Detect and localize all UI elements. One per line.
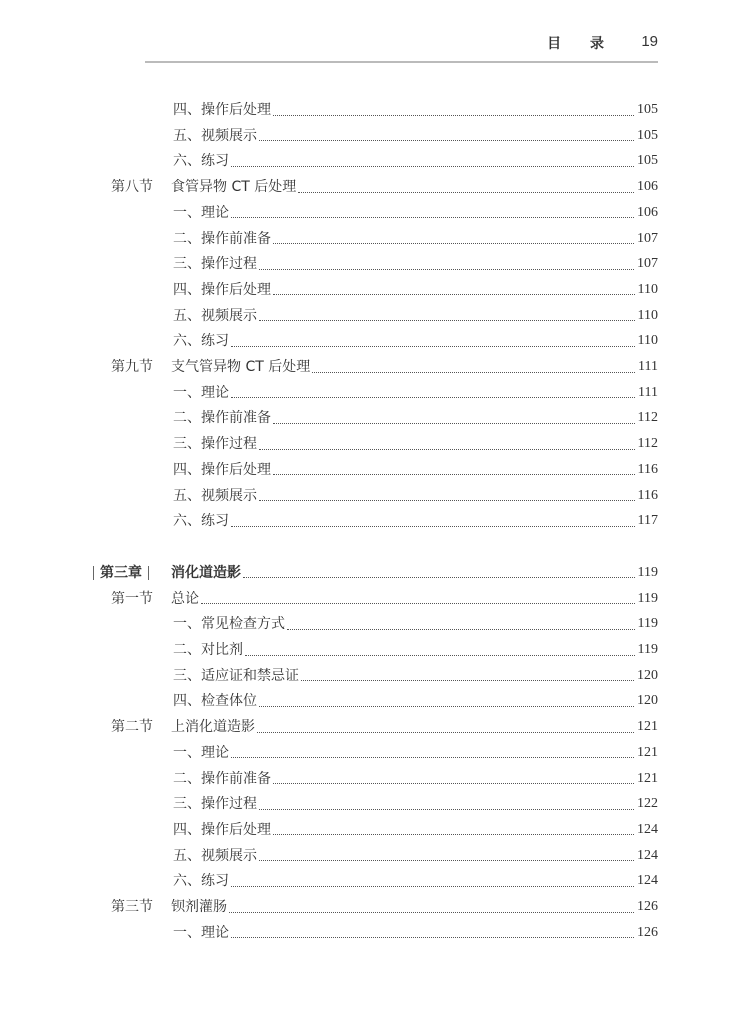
dot-leader <box>231 757 634 758</box>
dot-leader <box>231 166 634 167</box>
toc-item <box>173 203 658 223</box>
dot-leader <box>243 577 635 578</box>
toc-entry-title: 一、理论 <box>173 744 229 761</box>
toc-entry-title: 四、操作后处理 <box>173 461 271 478</box>
section-number: 第二节 <box>111 719 153 736</box>
toc-entry-title: 五、视频展示 <box>173 307 257 324</box>
toc-entry-title: 四、操作后处理 <box>173 821 271 838</box>
toc-item <box>173 434 658 454</box>
header-page-number: 19 <box>641 33 658 50</box>
toc-section <box>111 589 658 609</box>
toc-page-number: 121 <box>637 770 658 786</box>
toc-item <box>173 254 658 274</box>
toc-item <box>173 743 658 763</box>
toc-page-number: 120 <box>637 693 658 709</box>
dot-leader <box>231 526 635 527</box>
toc-item <box>173 846 658 866</box>
toc-page-number: 112 <box>637 436 658 452</box>
toc-item <box>173 769 658 789</box>
dot-leader <box>257 732 634 733</box>
toc-page-number: 120 <box>637 667 658 683</box>
toc-page-number: 119 <box>637 564 658 580</box>
toc-entry-title: 二、对比剂 <box>173 642 243 658</box>
toc-entry-title: 二、操作前准备 <box>173 230 271 247</box>
toc-page-number: 119 <box>637 642 658 657</box>
toc-entry-title: 四、操作后处理 <box>173 281 271 298</box>
dot-leader <box>231 346 635 347</box>
toc-page-number: 126 <box>637 924 658 940</box>
toc-entry-title: 食管异物 CT 后处理 <box>171 179 297 196</box>
toc-entry-title: 上消化道造影 <box>171 719 255 736</box>
toc-item <box>173 923 658 943</box>
toc-page-number: 111 <box>638 384 658 400</box>
toc-entry-title: 五、视频展示 <box>173 487 257 504</box>
toc-item <box>173 229 658 249</box>
dot-leader <box>273 294 635 295</box>
dot-leader <box>273 834 634 835</box>
toc-page-number: 112 <box>637 410 658 426</box>
toc-entry-title: 一、理论 <box>173 384 229 401</box>
toc-page-number: 105 <box>637 127 658 143</box>
section-number: 第三节 <box>111 899 153 915</box>
dot-leader <box>259 860 634 861</box>
section-number: 第一节 <box>111 590 153 607</box>
toc-section <box>111 177 658 197</box>
toc-page-number: 119 <box>637 616 658 632</box>
toc-page-number: 105 <box>637 102 658 117</box>
toc-entry-title: 六、练习 <box>173 873 229 890</box>
dot-leader <box>231 397 635 398</box>
dot-leader <box>273 243 634 244</box>
toc-item <box>173 280 658 300</box>
chapter-bar-right <box>148 566 149 580</box>
toc-entry-title: 钡剂灌肠 <box>171 899 227 915</box>
toc-page-number: 121 <box>637 719 658 735</box>
toc-page-number: 124 <box>637 847 658 863</box>
toc-page-number: 117 <box>637 513 658 529</box>
section-number: 第九节 <box>111 359 153 375</box>
dot-leader <box>287 629 635 630</box>
toc-item <box>173 460 658 480</box>
toc-section <box>111 357 658 377</box>
toc-page-number: 111 <box>638 359 658 374</box>
toc-page-number: 110 <box>637 307 658 323</box>
dot-leader <box>231 937 634 938</box>
toc-item <box>173 794 658 814</box>
toc-page-number: 107 <box>637 230 658 246</box>
dot-leader <box>231 886 634 887</box>
toc-section <box>111 717 658 737</box>
toc-page-number: 119 <box>637 590 658 606</box>
dot-leader <box>229 912 634 913</box>
toc-section <box>111 897 658 917</box>
toc-entry-title: 三、操作过程 <box>173 436 257 453</box>
toc-item <box>173 126 658 146</box>
toc-entry-title: 三、适应证和禁忌证 <box>173 667 299 684</box>
toc-entry-title: 总论 <box>171 590 199 607</box>
toc-page-number: 110 <box>637 333 658 349</box>
toc-entry-title: 五、视频展示 <box>173 127 257 144</box>
toc-item <box>173 871 658 891</box>
toc-page-number: 116 <box>637 461 658 477</box>
dot-leader <box>259 269 634 270</box>
dot-leader <box>273 783 634 784</box>
toc-entry-title: 五、视频展示 <box>173 847 257 864</box>
toc-item <box>173 691 658 711</box>
dot-leader <box>201 603 635 604</box>
dot-leader <box>301 680 634 681</box>
dot-leader <box>231 217 634 218</box>
toc-entry-title: 一、常见检查方式 <box>173 616 285 633</box>
dot-leader <box>259 706 634 707</box>
dot-leader <box>273 423 635 424</box>
toc-page-number: 106 <box>637 204 658 220</box>
toc-page-number: 107 <box>637 256 658 272</box>
chapter-bar-left <box>93 566 94 580</box>
toc-page-number: 126 <box>637 899 658 914</box>
toc-entry-title: 一、理论 <box>173 204 229 221</box>
toc-item <box>173 151 658 171</box>
toc-entry-title: 支气管异物 CT 后处理 <box>171 359 311 375</box>
dot-leader <box>259 449 635 450</box>
dot-leader <box>273 115 634 116</box>
toc-item <box>173 640 658 660</box>
dot-leader <box>273 474 635 475</box>
chapter-number <box>87 563 155 583</box>
dot-leader <box>312 372 635 373</box>
dot-leader <box>245 655 635 656</box>
toc-item <box>173 486 658 506</box>
toc-item <box>173 666 658 686</box>
toc-item <box>173 511 658 531</box>
toc-item <box>173 306 658 326</box>
toc-item <box>173 408 658 428</box>
dot-leader <box>259 809 634 810</box>
toc-page-number: 124 <box>637 873 658 889</box>
toc-page-number: 122 <box>637 796 658 812</box>
toc-entry-title: 二、操作前准备 <box>173 770 271 787</box>
toc-item <box>173 820 658 840</box>
toc-item <box>173 383 658 403</box>
dot-leader <box>259 500 635 501</box>
dot-leader <box>298 192 634 193</box>
dot-leader <box>259 320 635 321</box>
toc-entry-title: 六、练习 <box>173 153 229 170</box>
header-title: 目 录 <box>547 36 616 52</box>
toc-page-number: 105 <box>637 153 658 169</box>
toc-entry-title: 六、练习 <box>173 333 229 350</box>
toc-entry-title: 二、操作前准备 <box>173 410 271 427</box>
toc-entry-title: 六、练习 <box>173 513 229 530</box>
section-number: 第八节 <box>111 179 153 196</box>
toc-item <box>173 331 658 351</box>
toc-entry-title: 三、操作过程 <box>173 256 257 273</box>
dot-leader <box>259 140 634 141</box>
toc-item <box>173 100 658 120</box>
toc-entry-title: 四、操作后处理 <box>173 102 271 118</box>
toc-entry-title: 一、理论 <box>173 924 229 941</box>
toc-page-number: 121 <box>637 744 658 760</box>
toc-entry-title: 消化道造影 <box>171 564 241 581</box>
toc-page-number: 116 <box>637 487 658 503</box>
toc-item <box>173 614 658 634</box>
toc-entry-title: 四、检查体位 <box>173 693 257 710</box>
chapter-number-text: 第三章 <box>100 564 142 581</box>
toc-page-number: 106 <box>637 179 658 195</box>
toc-page-number: 110 <box>637 281 658 297</box>
toc-chapter <box>100 563 658 583</box>
toc-entry-title: 三、操作过程 <box>173 796 257 813</box>
toc-page-number: 124 <box>637 821 658 837</box>
